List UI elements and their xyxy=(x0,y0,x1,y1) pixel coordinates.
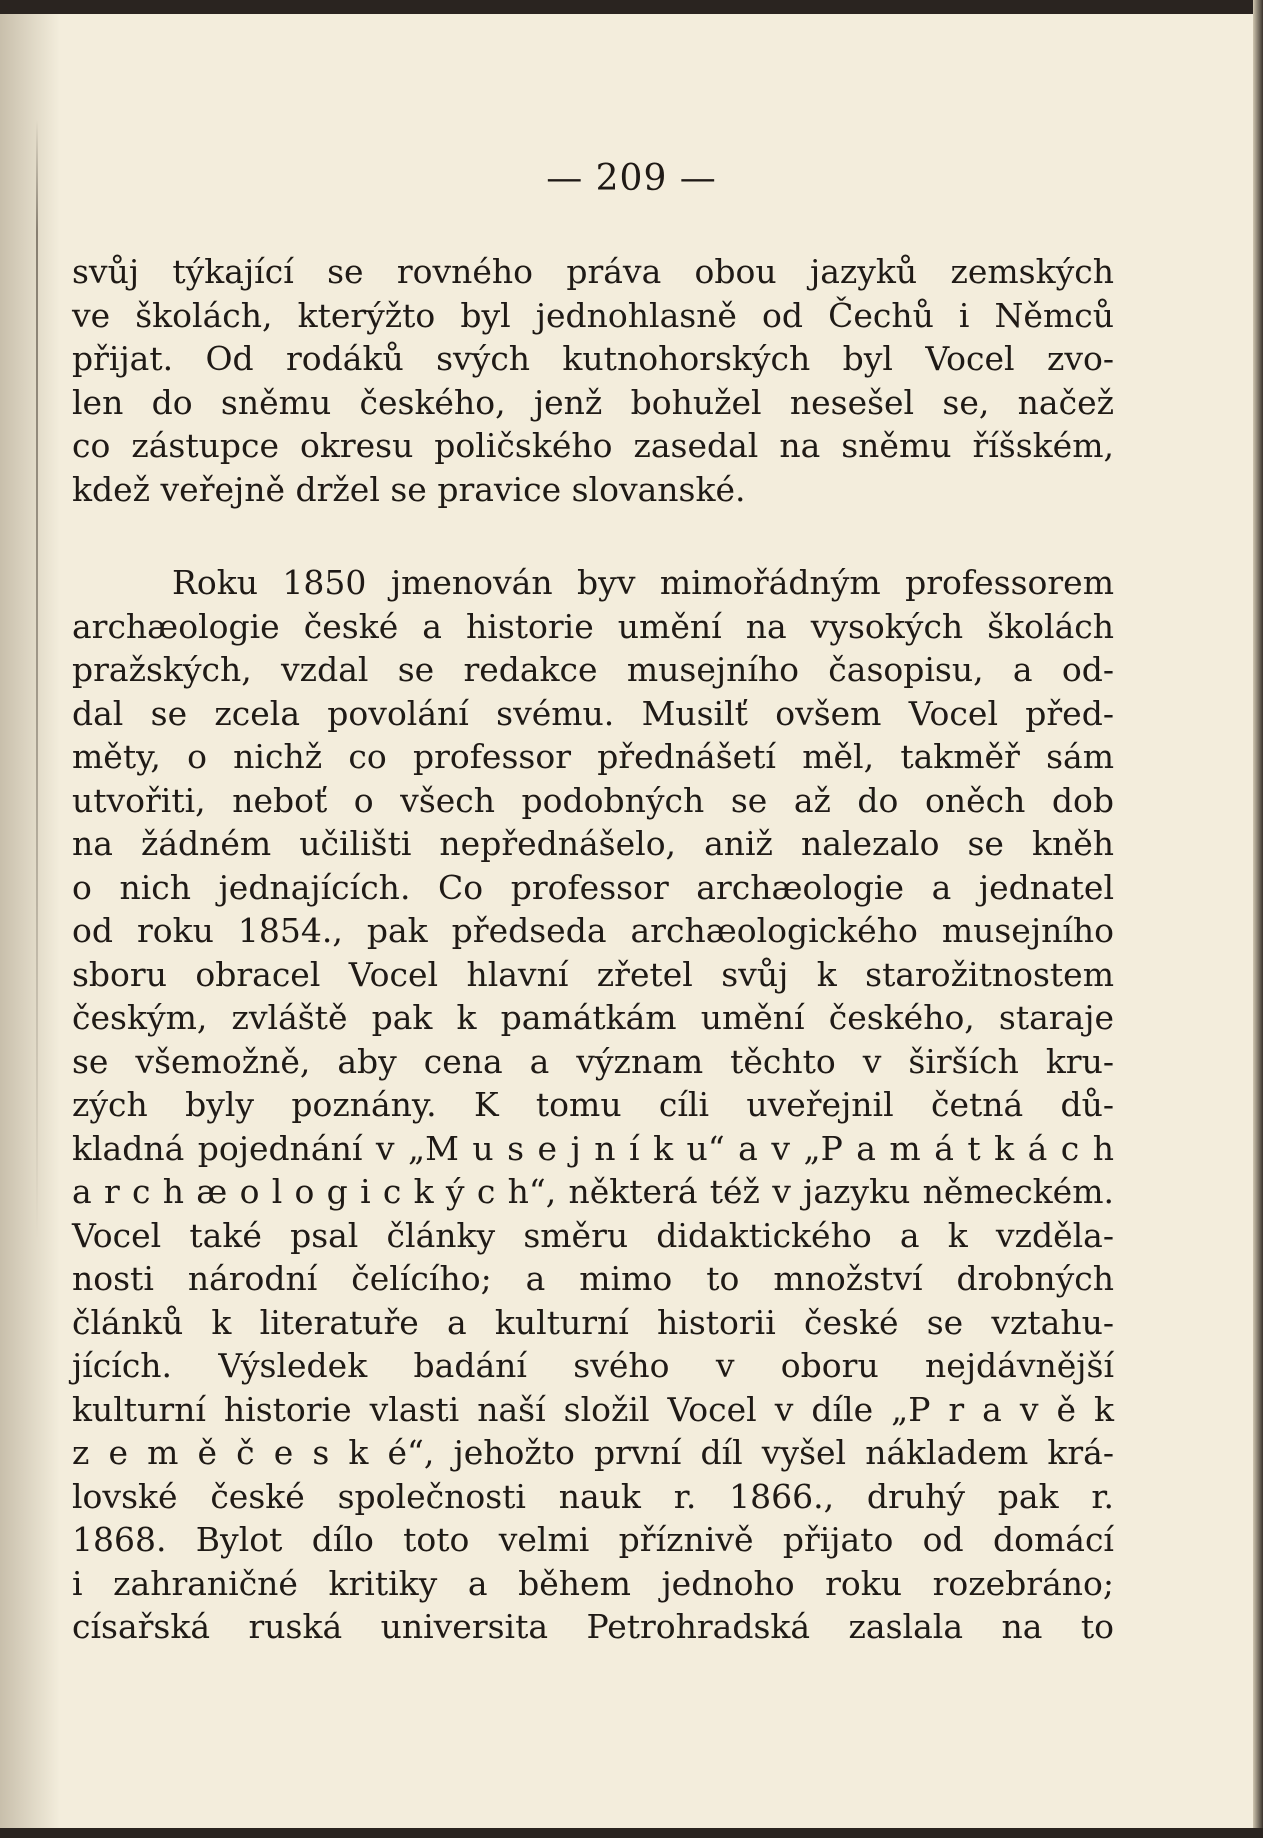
text-line: ve školách, kterýžto byl jednohlasně od Čechů i Němců xyxy=(72,295,1114,335)
body-text xyxy=(72,250,1114,1649)
text-line: z e m ě č e s k é“, jehožto první díl vyšel nákladem krá- xyxy=(72,1433,1114,1472)
text-line: kulturní historie vlasti naší složil Vocel v díle „P r a v ě k xyxy=(72,1389,1114,1429)
text-line: jících. Výsledek badání svého v oboru nejdávnější xyxy=(72,1346,1114,1385)
scan-bottom-edge xyxy=(0,1828,1263,1838)
text-line: pražských, vzdal se redakce musejního časopisu, a od- xyxy=(72,650,1114,689)
text-line: utvořiti, neboť o všech podobných se až do oněch dob xyxy=(72,780,1114,820)
paragraph-2 xyxy=(72,561,1114,1649)
text-line: na žádném učilišti nepřednášelo, aniž nalezalo se kněh xyxy=(72,824,1114,863)
text-line: přijat. Od rodáků svých kutnohorských byl Vocel zvo- xyxy=(72,339,1114,378)
text-line: zých byly poznány. K tomu cíli uveřejnil četná dů- xyxy=(72,1085,1114,1124)
text-line: kdež veřejně držel se pravice slovanské. xyxy=(72,469,746,509)
text-line: svůj týkající se rovného práva obou jazyků zemských xyxy=(72,252,1114,291)
text-line: od roku 1854., pak předseda archæologického musejního xyxy=(72,911,1114,950)
scan-top-edge xyxy=(0,0,1263,14)
scan-right-edge xyxy=(1253,0,1263,1838)
text-line: Vocel také psal články směru didaktického a k vzděla- xyxy=(72,1215,1114,1255)
text-line: dal se zcela povolání svému. Musilť ovšem Vocel před- xyxy=(72,693,1114,733)
text-line: lovské české společnosti nauk r. 1866., druhý pak r. xyxy=(72,1476,1114,1516)
page-gutter-shadow xyxy=(0,14,60,1828)
text-line: len do sněmu českého, jenž bohužel nesešel se, načež xyxy=(72,382,1114,422)
text-line: o nich jednajících. Co professor archæologie a jednatel xyxy=(72,867,1114,907)
text-line: článků k literatuře a kulturní historii české se vztahu- xyxy=(72,1302,1114,1342)
text-line: co zástupce okresu poličského zasedal na sněmu říšském, xyxy=(72,426,1114,465)
page-number: — 209 — xyxy=(546,158,717,199)
text-line: měty, o nichž co professor přednášetí měl, takměř sám xyxy=(72,737,1114,776)
text-line: se všemožně, aby cena a význam těchto v širších kru- xyxy=(72,1041,1114,1081)
text-line: českým, zvláště pak k památkám umění českého, staraje xyxy=(72,998,1114,1037)
paragraph-spacer xyxy=(72,511,1114,561)
text-line: Roku 1850 jmenován byv mimořádným professorem xyxy=(172,563,1114,602)
text-line: i zahraničné kritiky a během jednoho roku rozebráno; xyxy=(72,1563,1114,1603)
text-line: sboru obracel Vocel hlavní zřetel svůj k starožitnostem xyxy=(72,954,1114,994)
text-line: archæologie české a historie umění na vysokých školách xyxy=(72,606,1114,646)
text-line: a r c h æ o l o g i c k ý c h“, některá též v jazyku německém. xyxy=(72,1172,1114,1211)
text-line: 1868. Bylot dílo toto velmi příznivě přijato od domácí xyxy=(72,1520,1114,1559)
text-line: nosti národní čelícího; a mimo to množství drobných xyxy=(72,1259,1114,1298)
text-line: císařská ruská universita Petrohradská zaslala na to xyxy=(72,1607,1114,1646)
paragraph-1 xyxy=(72,250,1114,511)
text-line: kladná pojednání v „M u s e j n í k u“ a v „P a m á t k á c h xyxy=(72,1128,1114,1168)
page-gutter-line xyxy=(36,120,38,1240)
